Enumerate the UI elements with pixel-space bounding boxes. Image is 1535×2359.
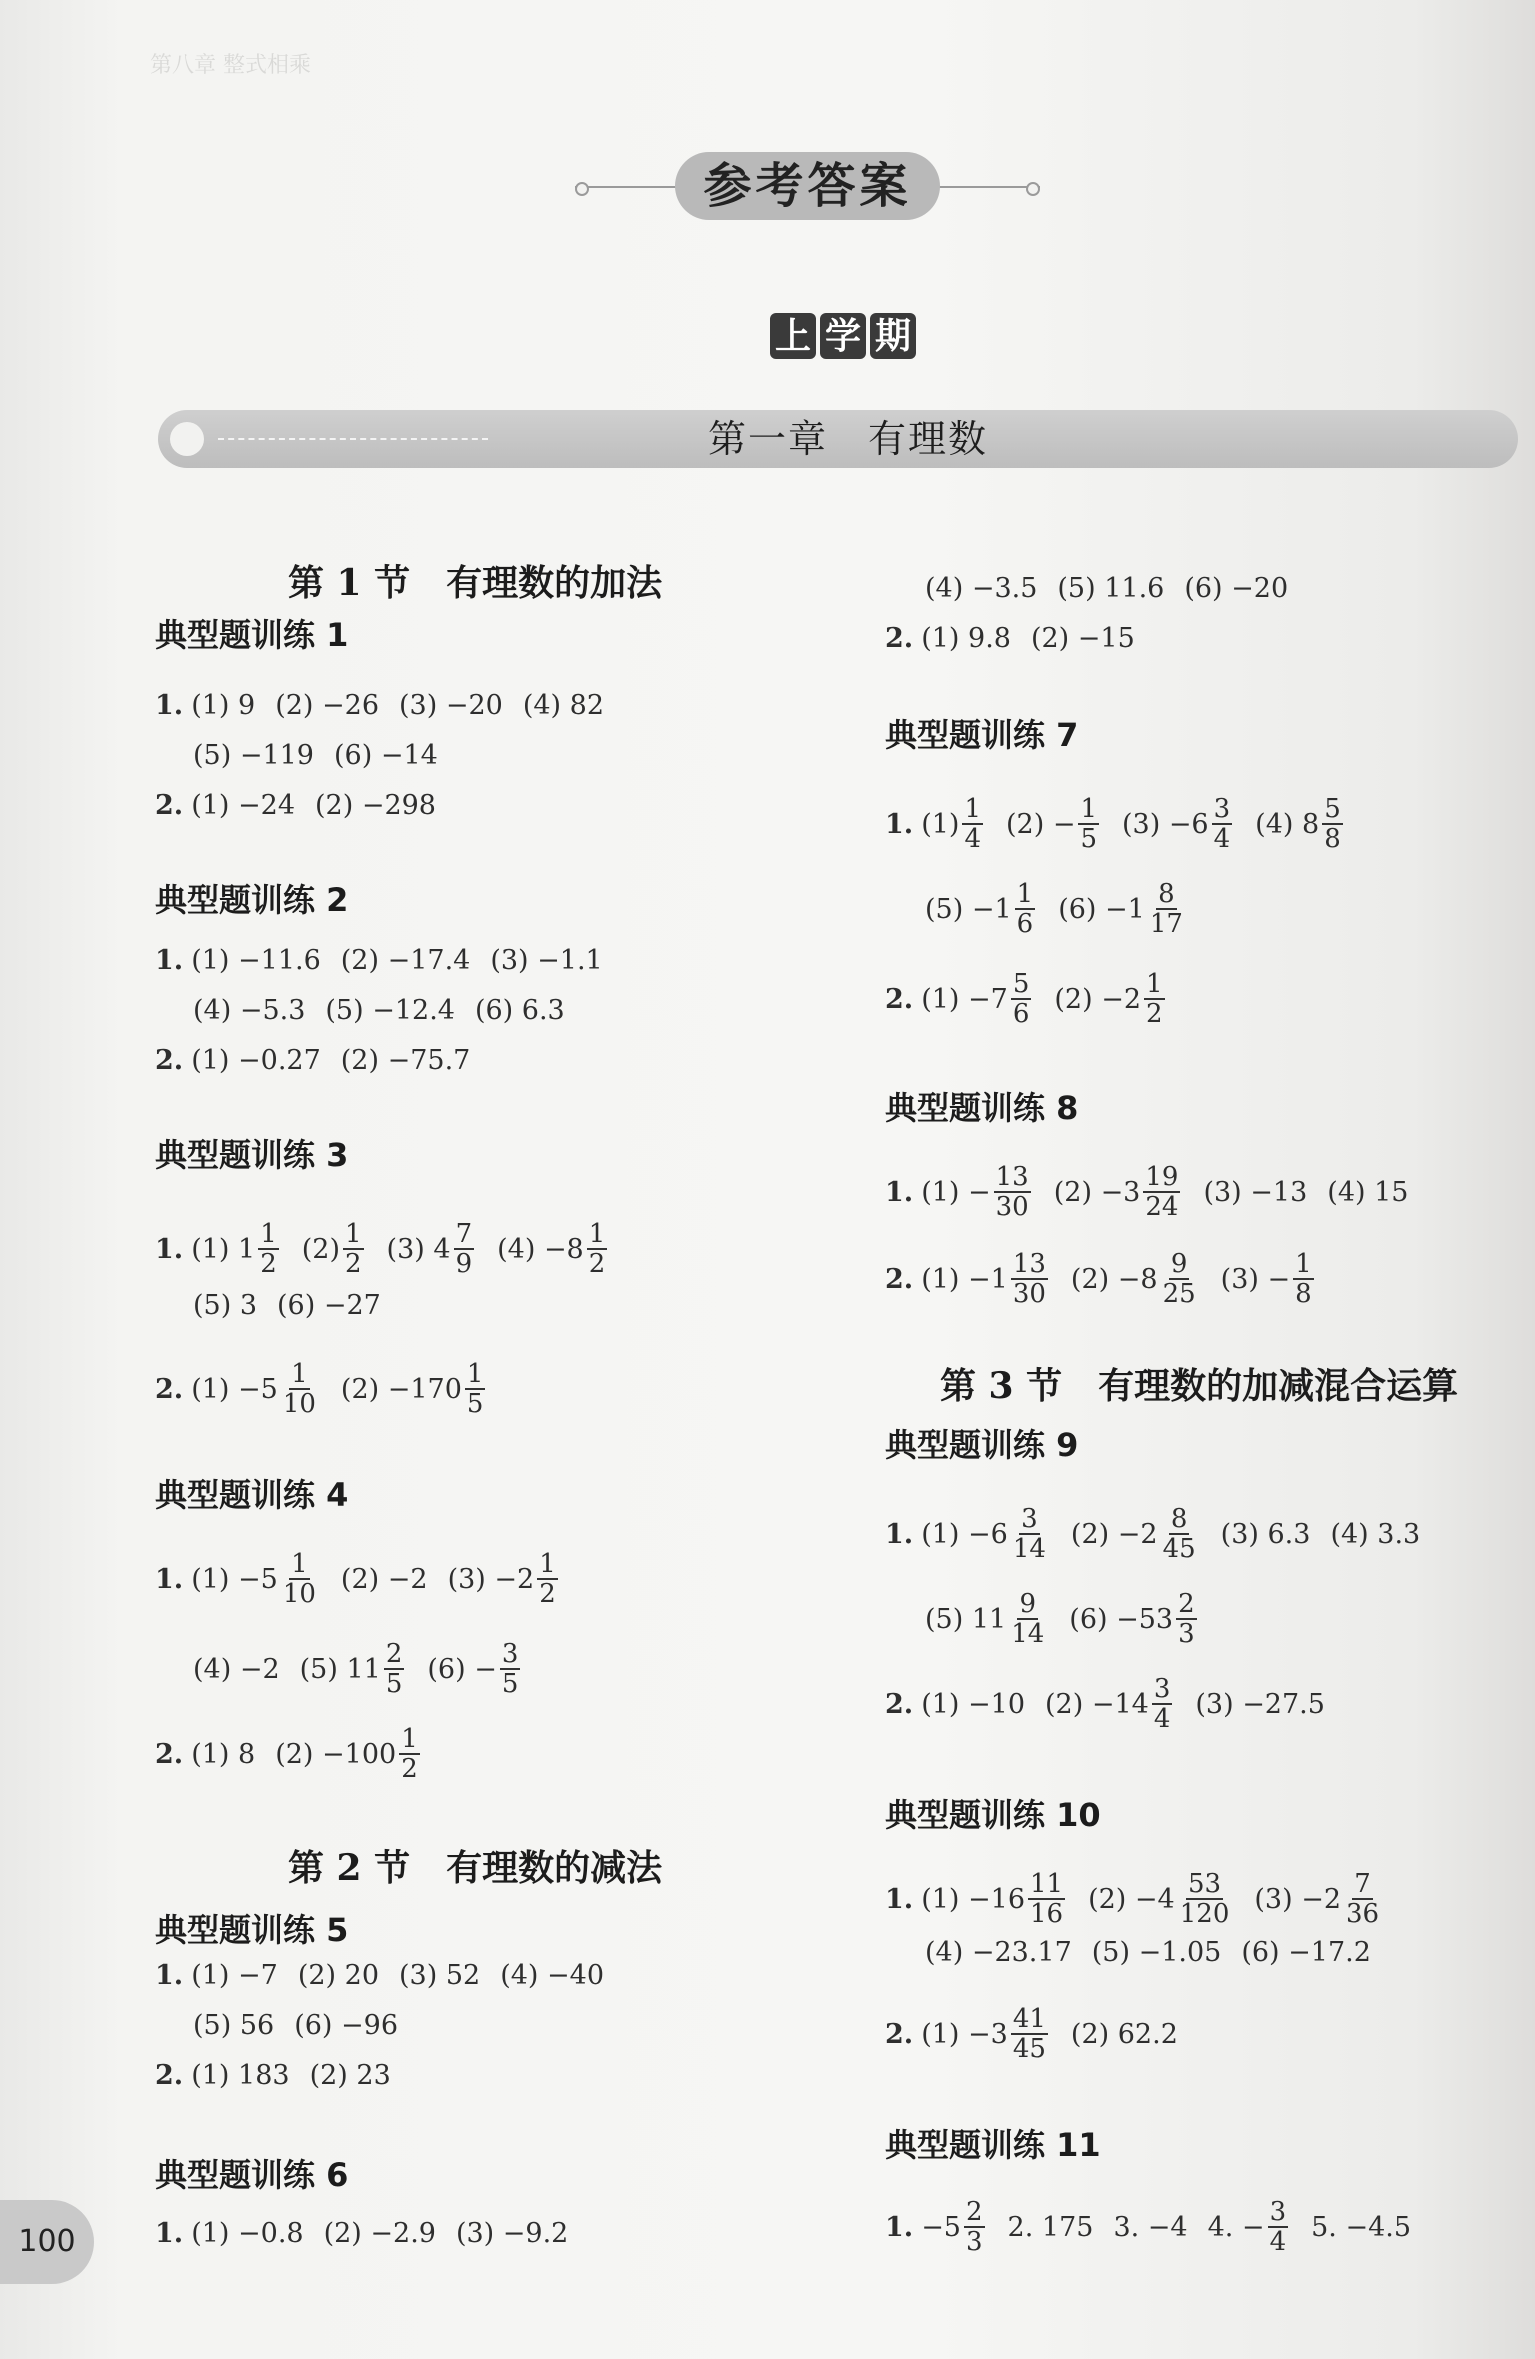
question-number: 1. (155, 1233, 184, 1265)
fraction: $\frac{1}{10}$ (282, 1549, 316, 1609)
answer-item: (3) −1.1 (490, 945, 603, 976)
question-number: 1. (885, 808, 914, 840)
question-number: 1. (155, 1563, 184, 1595)
answer-item: (6) −17.2 (1241, 1937, 1371, 1968)
banner-rule-right (930, 186, 1040, 188)
chapter-bar (158, 410, 1518, 468)
answer-item: (1) −5 $\frac{1}{10}$ (191, 1359, 316, 1419)
fraction: $\frac{2}{3}$ (1178, 1589, 1195, 1649)
question-number: 1. (155, 945, 184, 976)
answer-item: (4) 8 $\frac{5}{8}$ (1255, 794, 1341, 854)
fraction: $\frac{1}{10}$ (282, 1359, 316, 1419)
answer-item: (5) 11 $\frac{2}{5}$ (299, 1639, 403, 1699)
page-number: 100 (0, 2200, 94, 2284)
answer-item: (1) −1 $\frac{13}{30}$ (921, 1249, 1046, 1309)
answer-item: (5) 11 $\frac{9}{14}$ (925, 1589, 1045, 1649)
fraction: $\frac{1}{8}$ (1295, 1249, 1312, 1309)
answer-line (155, 1725, 443, 1783)
question-number: 1. (885, 1176, 914, 1208)
answer-item: (3) −27.5 (1195, 1688, 1325, 1720)
fraction: $\frac{11}{16}$ (1030, 1869, 1064, 1929)
answer-line (193, 1290, 401, 1321)
answer-item: (5) 3 (193, 1290, 258, 1321)
answer-item: (3) −2 $\frac{7}{36}$ (1254, 1869, 1380, 1929)
exercise-heading: 典型题训练 7 (885, 716, 1079, 754)
fraction: $\frac{13}{30}$ (995, 1162, 1029, 1222)
answer-item: (2) −75.7 (340, 1045, 471, 1076)
question-number: 1. (885, 1518, 914, 1550)
question-number: 2. (155, 2060, 184, 2091)
answer-line (885, 2198, 1431, 2256)
answer-item: (1) −3 $\frac{41}{45}$ (921, 2004, 1046, 2064)
question-number: 2. (885, 2018, 914, 2050)
question-number: 2. (155, 790, 184, 821)
fraction: $\frac{13}{30}$ (1012, 1249, 1046, 1309)
answer-line (885, 1870, 1404, 1928)
answer-item: 4. − $\frac{3}{4}$ (1207, 2197, 1287, 2257)
answer-item: (1) 1 $\frac{1}{2}$ (191, 1219, 277, 1279)
answer-item: (6) −27 (277, 1290, 381, 1321)
exercise-heading: 典型题训练 11 (885, 2126, 1101, 2164)
question-number: 1. (155, 690, 184, 721)
answer-item: −5 $\frac{2}{3}$ (921, 2197, 983, 2257)
answer-item: (1) − $\frac{13}{30}$ (921, 1162, 1029, 1222)
answer-line (193, 995, 585, 1026)
fraction: $\frac{1}{2}$ (539, 1549, 556, 1609)
fraction: $\frac{1}{6}$ (1016, 879, 1034, 939)
answer-line (155, 2060, 411, 2091)
fraction: $\frac{1}{4}$ (964, 794, 981, 854)
answer-item: (1) −7 $\frac{5}{6}$ (921, 969, 1030, 1029)
fraction: $\frac{19}{24}$ (1145, 1162, 1179, 1222)
answer-line (155, 1360, 508, 1418)
answer-item: (2) $\frac{1}{2}$ (301, 1219, 362, 1279)
banner-dot-right (1026, 182, 1040, 196)
answer-item: (4) 3.3 (1330, 1518, 1421, 1550)
fraction: $\frac{2}{5}$ (385, 1639, 403, 1699)
answer-line (885, 970, 1188, 1028)
answer-item: (2) −298 (315, 790, 436, 821)
answer-item: (2) −15 (1030, 623, 1135, 654)
answer-item: (5) 56 (193, 2010, 275, 2041)
answer-item: (4) −23.17 (925, 1937, 1072, 1968)
answer-line (155, 945, 623, 976)
answer-item: (5) −1 $\frac{1}{6}$ (925, 879, 1034, 939)
answer-item: (1) 9.8 (921, 623, 1011, 654)
answer-item: (3) −6 $\frac{3}{4}$ (1121, 794, 1231, 854)
answer-item: (2) 20 (297, 1960, 380, 1991)
answer-item: 2. 175 (1007, 2211, 1094, 2243)
answer-item: (1) 8 (191, 1738, 256, 1770)
fraction: $\frac{41}{45}$ (1012, 2004, 1046, 2064)
answer-line (925, 573, 1308, 604)
answer-item: (5) −1.05 (1091, 1937, 1222, 1968)
answer-line (193, 740, 458, 771)
answer-item: (1) −5 $\frac{1}{10}$ (191, 1549, 316, 1609)
question-number: 2. (885, 623, 914, 654)
answer-line (925, 1937, 1391, 1968)
answer-item: (1) −24 (191, 790, 295, 821)
exercise-heading: 典型题训练 1 (155, 616, 349, 654)
answer-item: (6) −1 $\frac{8}{17}$ (1058, 879, 1183, 939)
answer-line (155, 2218, 588, 2249)
answer-item: (6) −96 (294, 2010, 398, 2041)
fraction: $\frac{2}{3}$ (966, 2197, 983, 2257)
answer-line (885, 623, 1155, 654)
question-number: 1. (155, 1960, 184, 1991)
fraction: $\frac{1}{2}$ (1146, 969, 1163, 1029)
answer-item: (1) −0.8 (191, 2218, 304, 2249)
answer-line (155, 1045, 490, 1076)
answer-item: (3) −9.2 (455, 2218, 569, 2249)
answer-item: (2) −2 (340, 1563, 428, 1595)
answer-item: (2) 23 (309, 2060, 391, 2091)
answer-item: (6) −53 $\frac{2}{3}$ (1069, 1589, 1195, 1649)
fraction: $\frac{53}{120}$ (1179, 1869, 1230, 1929)
answer-item: (1) −6 $\frac{3}{14}$ (921, 1504, 1046, 1564)
answer-item: (2) −17.4 (340, 945, 471, 976)
answer-line (885, 795, 1366, 853)
fraction: $\frac{1}{2}$ (401, 1724, 418, 1784)
question-number: 2. (885, 1688, 914, 1720)
answer-item: (1) −10 (921, 1688, 1025, 1720)
answer-item: (1) −7 (191, 1960, 278, 1991)
answer-item: (3) − $\frac{1}{8}$ (1220, 1249, 1312, 1309)
exercise-heading: 典型题训练 8 (885, 1089, 1079, 1127)
term-char: 上 (770, 313, 816, 359)
answer-item: (3) 6.3 (1220, 1518, 1311, 1550)
question-number: 1. (885, 1883, 914, 1915)
answer-line (155, 1220, 630, 1278)
answer-item: (1) $\frac{1}{4}$ (921, 794, 981, 854)
answer-item: (4) −8 $\frac{1}{2}$ (497, 1219, 606, 1279)
answer-item: (3) −13 (1203, 1176, 1308, 1208)
question-number: 2. (885, 983, 914, 1015)
answer-item: (5) −12.4 (325, 995, 455, 1026)
answer-item: (6) −14 (334, 740, 438, 771)
fraction: $\frac{3}{4}$ (1269, 2197, 1287, 2257)
term-char: 期 (870, 313, 916, 359)
answer-item: (6) − $\frac{3}{5}$ (427, 1639, 519, 1699)
fraction: $\frac{5}{6}$ (1012, 969, 1030, 1029)
banner-rule-left (575, 186, 685, 188)
answer-item: (2) −4 $\frac{53}{120}$ (1088, 1869, 1230, 1929)
fraction: $\frac{1}{5}$ (1080, 794, 1097, 854)
answer-line (925, 880, 1208, 938)
answer-item: (3) −2 $\frac{1}{2}$ (447, 1549, 556, 1609)
answer-item: (2) −2 $\frac{1}{2}$ (1054, 969, 1163, 1029)
fraction: $\frac{9}{14}$ (1011, 1589, 1045, 1649)
fraction: $\frac{3}{4}$ (1153, 1674, 1171, 1734)
answer-line (925, 1590, 1220, 1648)
answer-line (885, 1505, 1440, 1563)
fraction: $\frac{8}{45}$ (1162, 1504, 1196, 1564)
answer-item: (3) −20 (399, 690, 503, 721)
banner-dot-left (575, 182, 589, 196)
section-heading: 第 3 节 有理数的加减混合运算 (940, 1365, 1459, 1407)
fraction: $\frac{1}{5}$ (466, 1359, 484, 1419)
answer-item: (4) 15 (1327, 1176, 1409, 1208)
answer-item: 5. −4.5 (1311, 2211, 1412, 2243)
answer-line (155, 790, 456, 821)
question-number: 1. (155, 2218, 184, 2249)
answer-line (193, 2010, 418, 2041)
answer-item: (1) −0.27 (191, 1045, 321, 1076)
answer-item: (6) 6.3 (474, 995, 565, 1026)
answer-line (193, 1640, 543, 1698)
fraction: $\frac{3}{14}$ (1012, 1504, 1046, 1564)
exercise-heading: 典型题训练 5 (155, 1911, 349, 1949)
answer-item: (1) −16 $\frac{11}{16}$ (921, 1869, 1064, 1929)
exercise-heading: 典型题训练 4 (155, 1476, 349, 1514)
answer-line (885, 1250, 1337, 1308)
term-label (770, 313, 916, 363)
answer-line (885, 1163, 1428, 1221)
answer-item: (2) −100 $\frac{1}{2}$ (275, 1724, 418, 1784)
fraction: $\frac{7}{9}$ (455, 1219, 473, 1279)
answer-line (155, 1960, 624, 1991)
answer-item: (1) −11.6 (191, 945, 321, 976)
question-number: 1. (885, 2211, 914, 2243)
answer-item: (2) −26 (275, 690, 380, 721)
answer-line (155, 1550, 581, 1608)
answer-item: (5) 11.6 (1057, 573, 1165, 604)
answer-banner (575, 148, 1040, 226)
answer-line (155, 690, 624, 721)
answer-item: (1) 9 (191, 690, 256, 721)
answer-item: (2) 62.2 (1070, 2018, 1178, 2050)
answer-item: (2) − $\frac{1}{5}$ (1005, 794, 1097, 854)
fraction: $\frac{8}{17}$ (1149, 879, 1183, 939)
exercise-heading: 典型题训练 10 (885, 1796, 1101, 1834)
answer-item: (5) −119 (193, 740, 314, 771)
answer-item: (2) −2 $\frac{8}{45}$ (1070, 1504, 1196, 1564)
answer-item: (2) −2.9 (323, 2218, 436, 2249)
exercise-heading: 典型题训练 2 (155, 881, 349, 919)
exercise-heading: 典型题训练 3 (155, 1136, 349, 1174)
fraction: $\frac{1}{2}$ (345, 1219, 362, 1279)
answer-item: (4) −3.5 (925, 573, 1038, 604)
question-number: 2. (155, 1373, 184, 1405)
fraction: $\frac{9}{25}$ (1162, 1249, 1196, 1309)
fraction: $\frac{1}{2}$ (260, 1219, 277, 1279)
fraction: $\frac{3}{4}$ (1213, 794, 1231, 854)
answer-item: 3. −4 (1113, 2211, 1188, 2243)
answer-line (885, 2005, 1198, 2063)
fraction: $\frac{5}{8}$ (1324, 794, 1341, 854)
answer-item: (4) −40 (500, 1960, 605, 1991)
question-number: 2. (155, 1045, 184, 1076)
section-heading: 第 1 节 有理数的加法 (288, 562, 663, 604)
section-heading: 第 2 节 有理数的减法 (288, 1847, 663, 1889)
answer-item: (4) 82 (522, 690, 605, 721)
answer-item: (4) −2 (193, 1653, 280, 1685)
question-number: 2. (885, 1263, 914, 1295)
answer-item: (4) −5.3 (193, 995, 306, 1026)
answer-line (885, 1675, 1345, 1733)
fraction: $\frac{1}{2}$ (588, 1219, 606, 1279)
answer-item: (2) −14 $\frac{3}{4}$ (1045, 1674, 1171, 1734)
question-number: 2. (155, 1738, 184, 1770)
exercise-heading: 典型题训练 9 (885, 1426, 1079, 1464)
exercise-heading: 典型题训练 6 (155, 2156, 349, 2194)
fraction: $\frac{7}{36}$ (1346, 1869, 1380, 1929)
answer-item: (2) −3 $\frac{19}{24}$ (1053, 1162, 1179, 1222)
fraction: $\frac{3}{5}$ (501, 1639, 519, 1699)
answer-item: (3) 4 $\frac{7}{9}$ (386, 1219, 473, 1279)
answer-item: (1) 183 (191, 2060, 290, 2091)
chapter-title: 第一章 有理数 (707, 417, 988, 461)
answer-item: (6) −20 (1184, 573, 1289, 604)
term-char: 学 (820, 313, 866, 359)
answer-item: (3) 52 (399, 1960, 481, 1991)
answer-item: (2) −8 $\frac{9}{25}$ (1070, 1249, 1196, 1309)
running-header: 第八章 整式相乘 (150, 53, 311, 78)
banner-title: 参考答案 (675, 152, 940, 220)
answer-item: (2) −170 $\frac{1}{5}$ (340, 1359, 484, 1419)
